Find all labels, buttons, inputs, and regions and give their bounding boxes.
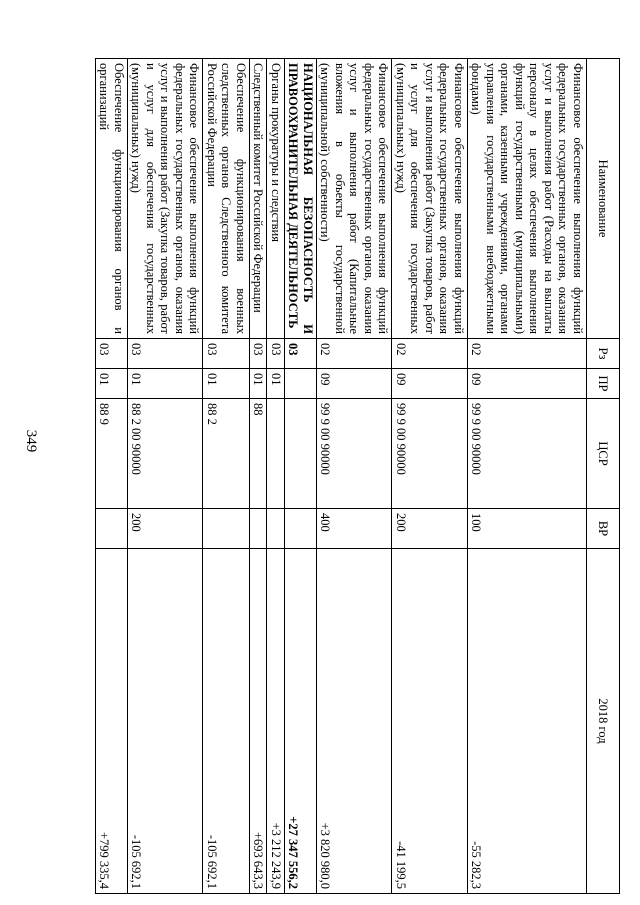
row-rz: 03 xyxy=(96,339,128,369)
row-vr: 400 xyxy=(317,509,393,549)
row-sum: +27 347 556,2 xyxy=(285,549,317,894)
header-vr: ВР xyxy=(587,509,620,549)
header-name: Наименование xyxy=(587,59,620,339)
row-name: Финансовое обеспечение выполнения функций федеральных государственных органов, оказания услуг и выполнения работ (Капитальные вложения в объекты государственной (муниципальной) собственности) xyxy=(317,59,393,339)
row-name: Обеспечение функционирования военных следственных органов Следственного комитета Российской Федерации xyxy=(203,59,250,339)
table-row xyxy=(267,59,285,894)
row-name: Следственный комитет Российской Федерации xyxy=(250,59,268,339)
row-vr xyxy=(267,509,285,549)
row-csr xyxy=(285,399,317,509)
row-vr xyxy=(285,509,317,549)
row-pr: 09 xyxy=(468,369,587,399)
table-row xyxy=(250,59,268,894)
row-sum: -55 282,3 xyxy=(468,549,587,894)
row-pr xyxy=(285,369,317,399)
row-sum: -41 199,5 xyxy=(392,549,468,894)
table-row xyxy=(96,59,128,894)
page-number: 349 xyxy=(23,429,39,453)
table-row xyxy=(128,59,204,894)
row-pr: 01 xyxy=(203,369,250,399)
row-name: Органы прокуратуры и следствия xyxy=(267,59,285,339)
row-csr xyxy=(267,399,285,509)
table-row xyxy=(203,59,250,894)
table-row xyxy=(317,59,393,894)
row-sum: +3 820 980,0 xyxy=(317,549,393,894)
row-name: Финансовое обеспечение выполнения функций федеральных государственных органов, оказания услуг и выполнения работ (Закупка товаров, работ и услуг для обеспечения государственных (муниципальных) нужд) xyxy=(128,59,204,339)
row-pr: 09 xyxy=(392,369,468,399)
row-vr xyxy=(250,509,268,549)
row-vr xyxy=(96,509,128,549)
row-pr: 01 xyxy=(267,369,285,399)
row-vr: 200 xyxy=(128,509,204,549)
row-name: НАЦИОНАЛЬНАЯ БЕЗОПАСНОСТЬ И ПРАВООХРАНИТЕЛЬНАЯ ДЕЯТЕЛЬНОСТЬ xyxy=(285,59,317,339)
row-pr: 09 xyxy=(317,369,393,399)
row-sum: +799 335,4 xyxy=(96,549,128,894)
row-rz: 02 xyxy=(317,339,393,369)
header-csr: ЦСР xyxy=(587,399,620,509)
row-csr: 88 xyxy=(250,399,268,509)
row-name: Финансовое обеспечение выполнения функций федеральных государственных органов, оказания услуг и выполнения работ (Расходы на выплаты персоналу в целях обеспечения выполнения функций государственными (муниципальными) органами, казенными учреждениями, органами управления государственными внебюджетными фондами) xyxy=(468,59,587,339)
row-pr: 01 xyxy=(128,369,204,399)
row-rz: 03 xyxy=(267,339,285,369)
row-rz: 03 xyxy=(250,339,268,369)
row-csr: 99 9 00 90000 xyxy=(468,399,587,509)
table-header-row xyxy=(587,59,620,894)
header-rz: Рз xyxy=(587,339,620,369)
rotated-table-frame xyxy=(70,58,620,893)
row-sum: -105 692,1 xyxy=(128,549,204,894)
row-vr: 200 xyxy=(392,509,468,549)
row-csr: 99 9 00 90000 xyxy=(317,399,393,509)
row-vr: 100 xyxy=(468,509,587,549)
row-name: Обеспечение функционирования органов и организаций xyxy=(96,59,128,339)
row-vr xyxy=(203,509,250,549)
row-rz: 02 xyxy=(392,339,468,369)
row-pr: 01 xyxy=(250,369,268,399)
row-sum: -105 692,1 xyxy=(203,549,250,894)
row-csr: 88 2 00 90000 xyxy=(128,399,204,509)
row-rz: 03 xyxy=(203,339,250,369)
row-name: Финансовое обеспечение выполнения функций федеральных государственных органов, оказания услуг и выполнения работ (Закупка товаров, работ и услуг для обеспечения государственных (муниципальных) нужд) xyxy=(392,59,468,339)
table-row xyxy=(285,59,317,894)
row-csr: 99 9 00 90000 xyxy=(392,399,468,509)
row-sum: +693 643,3 xyxy=(250,549,268,894)
table-row xyxy=(468,59,587,894)
budget-table xyxy=(95,58,620,894)
row-rz: 02 xyxy=(468,339,587,369)
table-row xyxy=(392,59,468,894)
header-sum: 2018 год xyxy=(587,549,620,894)
row-pr: 01 xyxy=(96,369,128,399)
row-sum: +3 212 243,9 xyxy=(267,549,285,894)
row-rz: 03 xyxy=(285,339,317,369)
header-pr: ПР xyxy=(587,369,620,399)
row-rz: 03 xyxy=(128,339,204,369)
row-csr: 88 9 xyxy=(96,399,128,509)
row-csr: 88 2 xyxy=(203,399,250,509)
